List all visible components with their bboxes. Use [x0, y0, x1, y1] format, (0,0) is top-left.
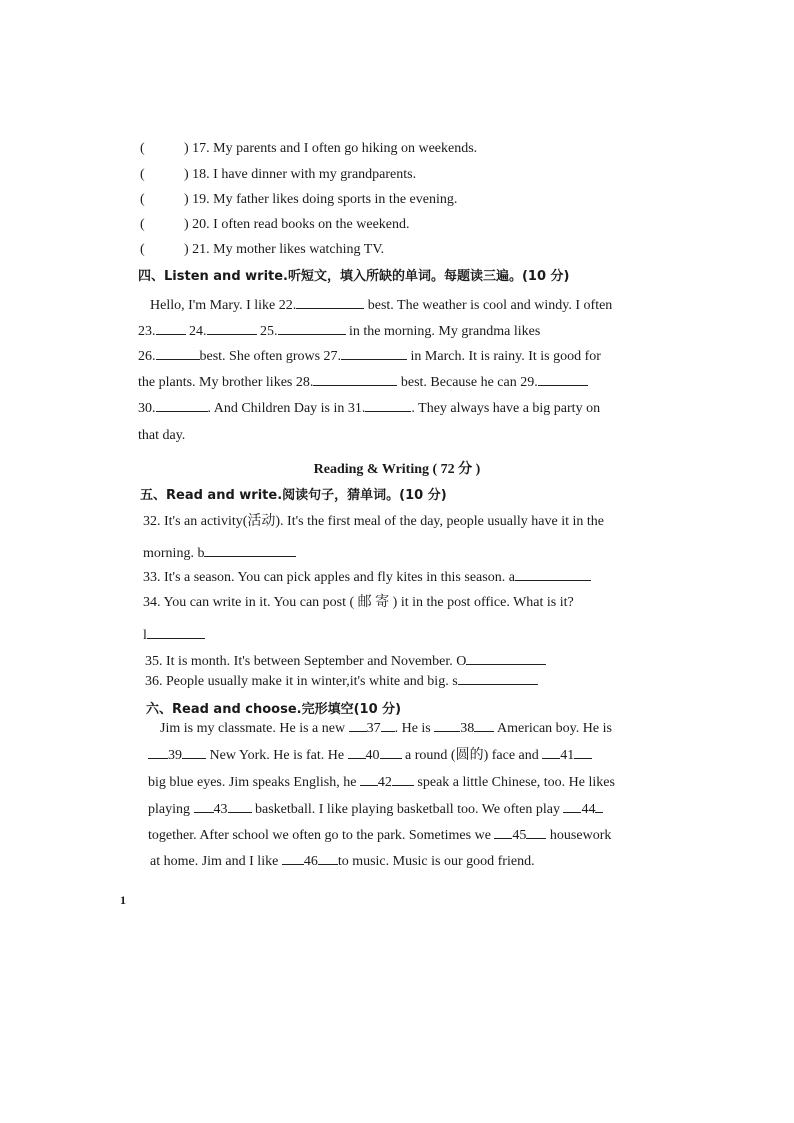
blank-45[interactable]: [526, 826, 546, 839]
blank-37[interactable]: [381, 719, 395, 732]
blank-38[interactable]: [474, 719, 494, 732]
cloze-line6: at home. Jim and I like 46 to music. Music is our good friend.: [150, 854, 535, 869]
blank-40[interactable]: [380, 746, 402, 759]
section6-heading: 六、Read and choose.完形填空(10 分): [146, 702, 402, 717]
blank-42[interactable]: [392, 773, 414, 786]
cloze-number-40: 40: [365, 748, 380, 763]
judge-item-21: ( ) 21. My mother likes watching TV.: [140, 242, 385, 257]
blank-22[interactable]: [296, 296, 364, 309]
section5-heading: 五、Read and write.阅读句子，猜单词。(10 分): [140, 488, 447, 503]
judge-item-18: ( ) 18. I have dinner with my grandparents.: [140, 167, 417, 182]
cloze-number-37: 37: [366, 721, 381, 736]
answer-bracket[interactable]: (: [140, 167, 145, 182]
cloze-number-41: 41: [560, 748, 575, 763]
cloze-line4: playing 43 basketball. I like playing basketball too. We often play 44: [148, 800, 603, 819]
reading-writing-title: Reading & Writing ( 72 分 ): [313, 462, 481, 477]
blank-46[interactable]: [318, 852, 338, 865]
judge-item-20: ( ) 20. I often read books on the weekend.: [140, 217, 410, 232]
answer-bracket[interactable]: (: [140, 217, 145, 232]
cloze-number-42: 42: [377, 775, 392, 790]
blank-41[interactable]: [574, 746, 592, 759]
blank-43[interactable]: [228, 800, 252, 813]
blank-26[interactable]: [156, 347, 200, 360]
blank-33[interactable]: [515, 568, 591, 581]
page-number: 1: [120, 893, 126, 907]
blank-34[interactable]: [147, 626, 205, 639]
section4-line6: that day.: [138, 428, 186, 443]
blank-27[interactable]: [341, 347, 407, 360]
answer-bracket[interactable]: (: [140, 141, 145, 156]
section4-line2: 23. 24. 25. in the morning. My grandma likes: [138, 324, 541, 339]
cloze-number-43: 43: [213, 802, 228, 817]
judge-item-17: ( ) 17. My parents and I often go hiking on weekends.: [140, 141, 478, 156]
question-34-line2: l: [143, 626, 205, 645]
question-35: 35. It is month. It's between September and November. O: [145, 652, 546, 671]
answer-bracket[interactable]: (: [140, 192, 145, 207]
cloze-number-38: 38: [460, 721, 475, 736]
section4-line3: 26. best. She often grows 27. in March. It is rainy. It is good for: [138, 349, 601, 364]
blank-32[interactable]: [204, 544, 296, 557]
blank-23[interactable]: [156, 322, 186, 335]
cloze-line2: 39 New York. He is fat. He 40 a round (圆的) face and 41: [148, 746, 592, 765]
cloze-number-46: 46: [303, 854, 318, 869]
blank-36[interactable]: [458, 672, 538, 685]
cloze-number-44: 44: [581, 802, 596, 817]
cloze-line5: together. After school we often go to the park. Sometimes we 45 housework: [148, 828, 612, 843]
question-32-line2: morning. b: [143, 544, 296, 563]
blank-35[interactable]: [466, 652, 546, 665]
section4-heading: 四、Listen and write.听短文，填入所缺的单词。每题读三遍。(10 分): [138, 269, 570, 284]
blank-39[interactable]: [182, 746, 206, 759]
blank-28[interactable]: [313, 373, 397, 386]
question-34-line1: 34. You can write in it. You can post ( 邮 寄 ) it in the post office. What is it?: [143, 595, 574, 610]
blank-25[interactable]: [278, 322, 346, 335]
blank-29[interactable]: [538, 373, 588, 386]
question-33: 33. It's a season. You can pick apples and fly kites in this season. a: [143, 568, 591, 587]
blank-44[interactable]: [595, 800, 603, 813]
blank-30[interactable]: [156, 399, 208, 412]
blank-24[interactable]: [207, 322, 257, 335]
cloze-line1: Jim is my classmate. He is a new 37 . He is 38 American boy. He is: [160, 721, 612, 736]
cloze-line3: big blue eyes. Jim speaks English, he 42 speak a little Chinese, too. He likes: [148, 775, 615, 790]
question-32-line1: 32. It's an activity(活动). It's the first meal of the day, people usually have it in the: [143, 514, 604, 529]
cloze-number-45: 45: [512, 828, 527, 843]
section4-line5: 30. . And Children Day is in 31. . They always have a big party on: [138, 401, 601, 416]
section4-line1: Hello, I'm Mary. I like 22. best. The weather is cool and windy. I often: [150, 298, 613, 313]
blank-31[interactable]: [365, 399, 411, 412]
section4-line4: the plants. My brother likes 28. best. Because he can 29.: [138, 373, 588, 392]
answer-bracket[interactable]: (: [140, 242, 145, 257]
question-36: 36. People usually make it in winter,it's white and big. s: [145, 672, 538, 691]
cloze-number-39: 39: [168, 748, 182, 763]
judge-item-19: ( ) 19. My father likes doing sports in the evening.: [140, 192, 458, 207]
